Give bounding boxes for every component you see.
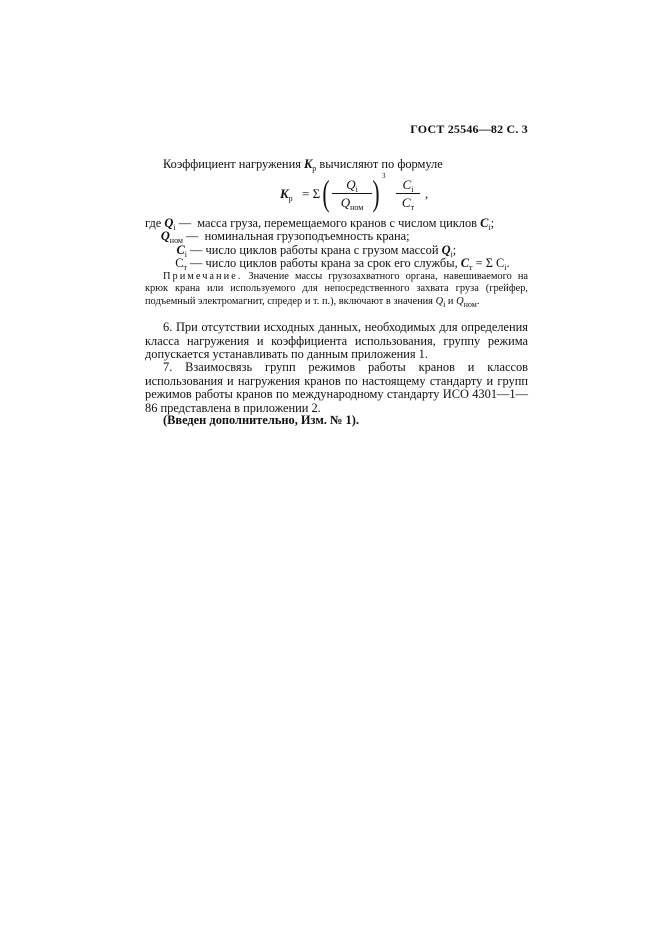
paragraph-6: 6. При отсутствии исходных данных, необходимых для определения класса нагружения и коэффициента использования, группу режима допускается устанавливать по данным приложения 1. — [145, 320, 528, 361]
intro-text: Коэффициент нагружения — [163, 157, 304, 171]
k-symbol: K — [304, 157, 313, 171]
cycles-fraction: $C_i$ $C_т$ — [396, 177, 420, 210]
mass-fraction: $Q_i$ $Q_{ном}$ — [332, 177, 372, 210]
intro-text-end: вычисляют по формуле — [316, 157, 443, 171]
note-paragraph: Примечание. Значение массы грузозахватного органа, навешиваемого на крюк крана или используемого для непосредственного захвата груза (грейфер, подъемный электромагнит, спредер и т. п.), включают в значения $Q_i$ и $Q_{ном}$. — [145, 271, 528, 309]
left-paren: ( — [322, 173, 330, 213]
formula-lhs: $K_р$ — [280, 186, 293, 203]
note-label: Примечание. — [163, 271, 243, 282]
definition-row: $C_т$ — число циклов работы крана за срок его службы, $C_т = \Sigma$ $C_i$. — [175, 256, 510, 273]
k-subscript: р — [312, 164, 317, 173]
formula-equals-sum: = Σ — [302, 186, 321, 201]
formula-exponent: 3 — [382, 172, 386, 180]
formula-comma: , — [425, 186, 429, 201]
amendment-note: (Введен дополнительно, Изм. № 1). — [163, 413, 359, 427]
definition-row: где $Q_i$ — масса груза, перемещаемого кранов с числом циклов $C_i$; — [145, 216, 495, 232]
definition-row: $Q_{ном}$ — номинальная грузоподъемность крана; — [160, 229, 410, 246]
definitions-list — [145, 217, 528, 271]
page-header: ГОСТ 25546—82 С. 3 — [410, 122, 528, 136]
paragraph-7: 7. Взаимосвязь групп режимов работы кранов и классов использования и нагружения кранов по настоящему стандарту и групп режимов работы кранов по международному стандарту ИСО 4301—1—86 представлена в приложении 2. — [145, 360, 528, 415]
note-text: Значение массы грузозахватного органа, навешиваемого на крюк крана или используемого для непосредственного захвата груза (грейфер, подъемный электромагнит, спредер и т. п.), включают в значения — [145, 271, 528, 307]
formula-intro — [145, 158, 528, 172]
load-coefficient-formula — [280, 172, 440, 218]
definition-row: $C_i$ — число циклов работы крана с грузом массой $Q_i$; — [176, 242, 457, 259]
right-paren: ) — [372, 173, 380, 213]
